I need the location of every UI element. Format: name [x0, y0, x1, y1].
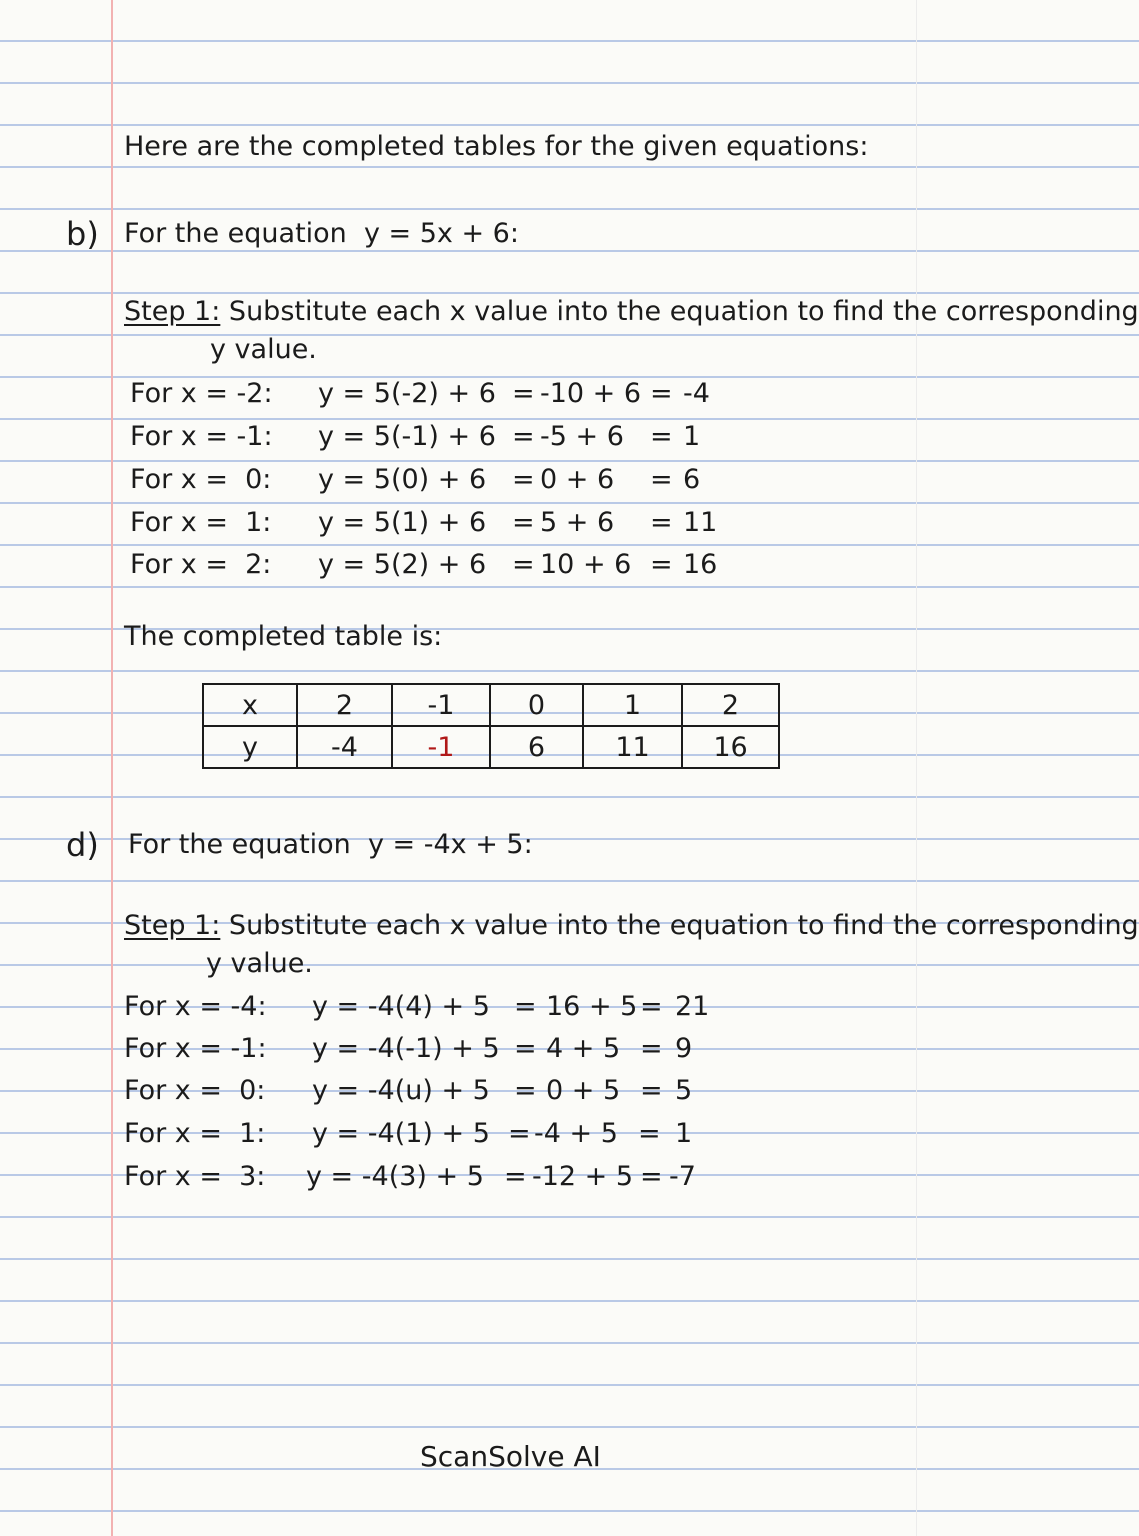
- section-b-step: [124, 298, 1139, 325]
- row-sub: y = -4(3) + 5: [306, 1161, 484, 1192]
- row-x: For x = 0:: [124, 1075, 266, 1106]
- row-sub: y = -4(1) + 5: [312, 1118, 490, 1149]
- section-d-step: [124, 912, 1139, 939]
- equals-sign: =: [640, 1161, 663, 1192]
- row-mid: 0 + 6: [540, 464, 615, 495]
- row-result: 11: [683, 507, 718, 538]
- step-text: Substitute each x value into the equation to find the corresponding: [220, 910, 1139, 941]
- equals-sign: =: [514, 1075, 537, 1106]
- row-mid: -5 + 6: [540, 421, 624, 452]
- row-result: 1: [683, 421, 701, 452]
- equals-sign: =: [650, 421, 673, 452]
- equals-sign: =: [650, 549, 673, 580]
- table-cell: -4: [297, 726, 392, 768]
- step-text: Substitute each x value into the equation to find the corresponding: [220, 296, 1139, 327]
- row-result: 1: [675, 1118, 693, 1149]
- table-cell: 16: [682, 726, 779, 768]
- row-x: For x = -1:: [130, 421, 273, 452]
- section-b-equation: For the equation y = 5x + 6:: [124, 218, 519, 249]
- equals-sign: =: [504, 1161, 527, 1192]
- row-mid: 16 + 5: [546, 991, 638, 1022]
- row-mid: 5 + 6: [540, 507, 615, 538]
- table-cell: -1: [392, 684, 490, 726]
- row-mid: -4 + 5: [534, 1118, 618, 1149]
- table-cell: 1: [583, 684, 682, 726]
- row-mid: 0 + 5: [546, 1075, 621, 1106]
- row-mid: 4 + 5: [546, 1033, 621, 1064]
- section-d-step-cont: y value.: [206, 948, 313, 979]
- row-result: -7: [669, 1161, 696, 1192]
- table-intro: The completed table is:: [124, 621, 443, 652]
- footer-watermark: ScanSolve AI: [420, 1440, 601, 1473]
- equals-sign: =: [650, 378, 673, 409]
- row-x: For x = -4:: [124, 991, 267, 1022]
- step-label: Step 1:: [124, 910, 221, 941]
- row-x: For x = 1:: [130, 507, 272, 538]
- table-cell: 0: [490, 684, 583, 726]
- row-sub: y = -4(-1) + 5: [312, 1033, 500, 1064]
- equals-sign: =: [512, 464, 535, 495]
- row-result: -4: [683, 378, 710, 409]
- equals-sign: =: [638, 1118, 661, 1149]
- table-header-y: y: [203, 726, 297, 768]
- margin-line: [111, 0, 113, 1536]
- equals-sign: =: [640, 991, 663, 1022]
- row-mid: -10 + 6: [540, 378, 642, 409]
- table-cell: 2: [297, 684, 392, 726]
- equals-sign: =: [640, 1075, 663, 1106]
- row-x: For x = -1:: [124, 1033, 267, 1064]
- row-result: 21: [675, 991, 710, 1022]
- equals-sign: =: [508, 1118, 531, 1149]
- equals-sign: =: [650, 464, 673, 495]
- equals-sign: =: [640, 1033, 663, 1064]
- row-sub: y = 5(1) + 6: [318, 507, 487, 538]
- table-header-x: x: [203, 684, 297, 726]
- row-x: For x = -2:: [130, 378, 273, 409]
- row-sub: y = 5(-1) + 6: [318, 421, 496, 452]
- equals-sign: =: [512, 378, 535, 409]
- section-d-equation: For the equation y = -4x + 5:: [128, 829, 533, 860]
- row-x: For x = 0:: [130, 464, 272, 495]
- table-cell: 11: [583, 726, 682, 768]
- table-row-x: [203, 684, 779, 726]
- equals-sign: =: [512, 549, 535, 580]
- row-x: For x = 3:: [124, 1161, 266, 1192]
- row-result: 16: [683, 549, 718, 580]
- row-sub: y = 5(0) + 6: [318, 464, 487, 495]
- row-sub: y = -4(4) + 5: [312, 991, 490, 1022]
- step-label: Step 1:: [124, 296, 221, 327]
- equals-sign: =: [514, 991, 537, 1022]
- row-result: 9: [675, 1033, 693, 1064]
- equals-sign: =: [512, 421, 535, 452]
- table-row-y: [203, 726, 779, 768]
- table-cell: 6: [490, 726, 583, 768]
- equals-sign: =: [512, 507, 535, 538]
- row-sub: y = 5(2) + 6: [318, 549, 487, 580]
- table-cell: 2: [682, 684, 779, 726]
- equals-sign: =: [650, 507, 673, 538]
- row-mid: -12 + 5: [532, 1161, 634, 1192]
- row-sub: y = -4(u) + 5: [312, 1075, 490, 1106]
- row-sub: y = 5(-2) + 6: [318, 378, 496, 409]
- row-x: For x = 1:: [124, 1118, 266, 1149]
- value-table: [202, 683, 780, 769]
- row-mid: 10 + 6: [540, 549, 632, 580]
- right-edge-line: [916, 0, 917, 1536]
- equals-sign: =: [514, 1033, 537, 1064]
- table-cell-corrected: -1: [392, 726, 490, 768]
- row-result: 5: [675, 1075, 693, 1106]
- section-d-label: d): [66, 826, 99, 864]
- section-b-step-cont: y value.: [210, 334, 317, 365]
- section-b-label: b): [66, 215, 99, 253]
- row-result: 6: [683, 464, 701, 495]
- row-x: For x = 2:: [130, 549, 272, 580]
- intro-text: Here are the completed tables for the given equations:: [124, 131, 869, 162]
